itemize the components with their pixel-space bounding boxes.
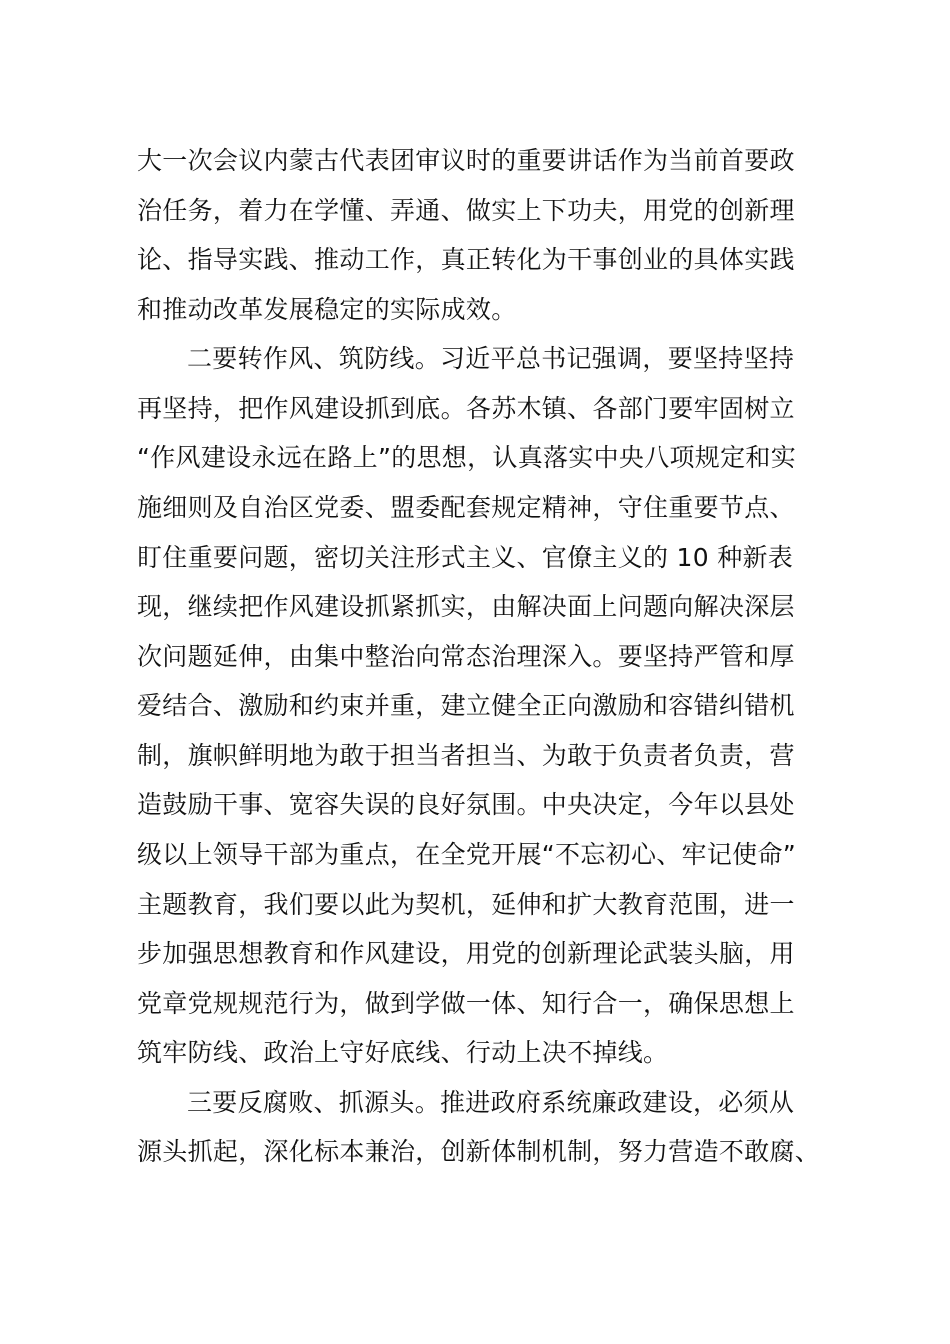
text-line: 主题教育，我们要以此为契机，延伸和扩大教育范围，进一	[137, 890, 795, 919]
text-line: 爱结合、激励和约束并重，建立健全正向激励和容错纠错机	[137, 691, 795, 720]
paragraph-first-line: 三要反腐败、抓源头。推进政府系统廉政建设，必须从	[187, 1088, 795, 1117]
text-line: 治任务，着力在学懂、弄通、做实上下功夫，用党的创新理	[137, 196, 795, 225]
text-line: 制，旗帜鲜明地为敢于担当者担当、为敢于负责者负责，营	[137, 741, 795, 770]
text-line: 大一次会议内蒙古代表团审议时的重要讲话作为当前首要政	[137, 146, 795, 175]
text-line: 施细则及自治区党委、盟委配套规定精神，守住重要节点、	[137, 493, 795, 522]
text-line: 论、指导实践、推动工作，真正转化为干事创业的具体实践	[137, 245, 795, 274]
text-line: 盯住重要问题，密切关注形式主义、官僚主义的 10 种新表	[137, 543, 794, 572]
text-line: 筑牢防线、政治上守好底线、行动上决不掉线。	[137, 1038, 669, 1067]
paragraph-first-line: 二要转作风、筑防线。习近平总书记强调，要坚持坚持	[187, 344, 795, 373]
text-line: “作风建设永远在路上”的思想，认真落实中央八项规定和实	[137, 443, 797, 472]
text-line: 级以上领导干部为重点，在全党开展“不忘初心、牢记使命”	[137, 840, 797, 869]
text-line: 源头抓起，深化标本兼治，创新体制机制，努力营造不敢腐、	[137, 1137, 821, 1166]
text-line: 现，继续把作风建设抓紧抓实，由解决面上问题向解决深层	[137, 592, 795, 621]
text-line: 步加强思想教育和作风建设，用党的创新理论武装头脑，用	[137, 939, 795, 968]
text-line: 再坚持，把作风建设抓到底。各苏木镇、各部门要牢固树立	[137, 394, 795, 423]
text-line: 和推动改革发展稳定的实际成效。	[137, 295, 517, 324]
text-line: 党章党规规范行为，做到学做一体、知行合一，确保思想上	[137, 989, 795, 1018]
text-line: 次问题延伸，由集中整治向常态治理深入。要坚持严管和厚	[137, 642, 795, 671]
text-line: 造鼓励干事、宽容失误的良好氛围。中央决定，今年以县处	[137, 790, 795, 819]
